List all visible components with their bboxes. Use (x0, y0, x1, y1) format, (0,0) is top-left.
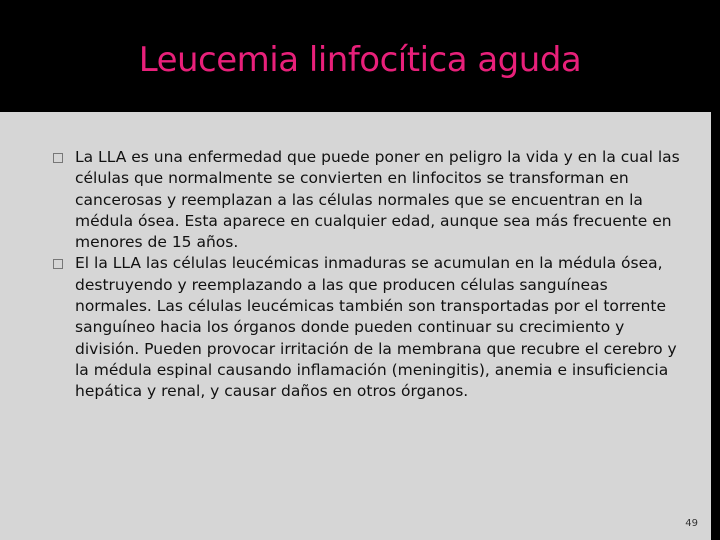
bullet-text: El la LLA las células leucémicas inmaduras se acumulan en la médula ósea, destruyendo y reemplazando a las que producen células sanguíneas normales. Las células leucémicas también son transportadas por el torrente sanguíneo hacia los órganos donde pueden continuar su crecimiento y división. Pueden provocar irritación de la membrana que recubre el cerebro y la médula espinal causando inflamación (meningitis), anemia e insuficiencia hepática y renal, y causar daños en otros órganos. (75, 254, 677, 401)
page-number: 49 (685, 518, 698, 529)
checkbox-bullet-icon (53, 153, 63, 163)
list-item (50, 147, 680, 253)
bullet-text: La LLA es una enfermedad que puede poner en peligro la vida y en la cual las células que normalmente se convierten en linfocitos se transforman en cancerosas y reemplazan a las células normales que se encuentran en la médula ósea. Esta aparece en cualquier edad, aunque sea más frecuente en menores de 15 años. (75, 148, 680, 252)
bullet-list (50, 147, 680, 403)
slide-title: Leucemia linfocítica aguda (138, 40, 582, 80)
title-bar (0, 0, 720, 112)
checkbox-bullet-icon (53, 259, 63, 269)
list-item (50, 253, 680, 402)
